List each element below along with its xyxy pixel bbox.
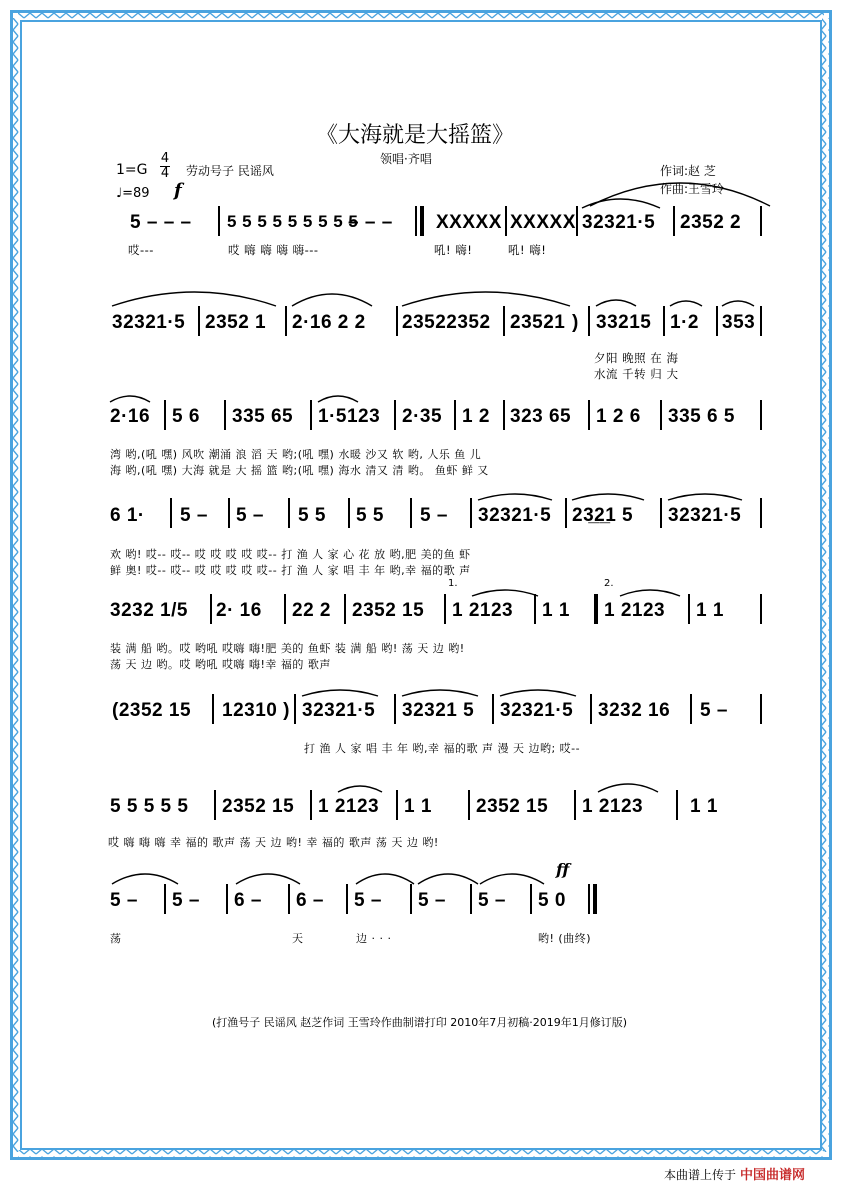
note-group: 5 – xyxy=(172,890,200,911)
lyric: 哎 嗨 嗨 嗨 嗨--- xyxy=(228,243,319,257)
note-group: 5 – xyxy=(420,505,448,526)
key-signature: 1=G xyxy=(116,162,148,178)
barline xyxy=(164,400,166,430)
note-group: 5 – xyxy=(700,700,728,721)
barline xyxy=(415,206,417,236)
note-group: 2352 15 xyxy=(222,796,295,817)
barline xyxy=(503,306,505,336)
repeat-start-barline xyxy=(420,206,424,236)
barline xyxy=(396,790,398,820)
barline xyxy=(590,694,592,724)
barline xyxy=(676,790,678,820)
note-group: 23522352 xyxy=(402,312,491,333)
barline xyxy=(588,884,590,914)
lyric: 天 xyxy=(292,932,304,945)
lyric: 荡 天 边 哟。哎 哟吼 哎嗨 嗨!幸 福的 歌声 xyxy=(110,658,331,671)
note-group: 3232 1/5 xyxy=(110,600,188,621)
barline xyxy=(760,694,762,724)
note-group: 5 5 5 5 5 xyxy=(110,796,189,817)
volta-2: 2. xyxy=(604,578,614,589)
barline xyxy=(716,306,718,336)
lyric: 水流 千转 归 大 xyxy=(594,367,679,381)
barline xyxy=(224,400,226,430)
note-group: 1 2123 xyxy=(318,796,380,817)
barline xyxy=(760,306,762,336)
barline xyxy=(470,498,472,528)
note-group: 6 – xyxy=(296,890,324,911)
note-group: 323 65 xyxy=(510,406,572,427)
barline xyxy=(310,790,312,820)
barline xyxy=(534,594,536,624)
note-group: 5 5 xyxy=(356,505,384,526)
note-group: 32321 5 xyxy=(402,700,475,721)
barline xyxy=(214,790,216,820)
time-signature-bottom: 4 xyxy=(160,166,170,181)
note-group: 2352 15 xyxy=(476,796,549,817)
lyric: 打 渔 人 家 唱 丰 年 哟,幸 福的歌 声 漫 天 边哟; 哎-- xyxy=(304,742,581,755)
lyric: 边 · · · xyxy=(356,932,392,945)
barline xyxy=(288,884,290,914)
barline xyxy=(574,790,576,820)
barline xyxy=(760,498,762,528)
note-group: 23521 xyxy=(510,312,566,333)
barline xyxy=(492,694,494,724)
volta-1: 1. xyxy=(448,578,458,589)
time-signature xyxy=(160,152,170,181)
lyric: 哟! (曲终) xyxy=(538,932,591,945)
barline xyxy=(588,306,590,336)
note-group: 22 2 xyxy=(292,600,331,621)
barline xyxy=(218,206,220,236)
barline xyxy=(468,790,470,820)
note-group: XXXXX xyxy=(510,212,576,233)
barline xyxy=(588,400,590,430)
barline xyxy=(410,884,412,914)
note-group: 5 – xyxy=(478,890,506,911)
note-group: 335 6 5 xyxy=(668,406,735,427)
note-group: (2352 15 xyxy=(112,700,192,721)
note-group: 5 – xyxy=(180,505,208,526)
composer-credit: 作曲:王雪玲 xyxy=(660,182,725,196)
note-group: 1 1 xyxy=(696,600,724,621)
note-group: 5 0 xyxy=(538,890,566,911)
lyric: 哎--- xyxy=(128,243,154,257)
barline xyxy=(396,306,398,336)
lyric: 夕阳 晚照 在 海 xyxy=(594,351,679,365)
note-group: 1 1 xyxy=(542,600,570,621)
footer-note: (打渔号子 民谣风 赵芝作词 王雪玲作曲制谱打印 2010年7月初稿·2019年1月修订版) xyxy=(212,1016,628,1029)
rest-close-paren: ) xyxy=(572,312,579,333)
lyric: 鲜 奥! 哎-- 哎-- 哎 哎 哎 哎 哎-- 打 渔 人 家 唱 丰 年 哟,幸 福的歌 声 xyxy=(110,564,471,577)
note-group: 32321·5 xyxy=(302,700,376,721)
dynamic-fortissimo: ff xyxy=(556,860,570,879)
barline xyxy=(688,594,690,624)
barline xyxy=(660,498,662,528)
note-group: 32321·5 xyxy=(668,505,742,526)
note-group: 353 xyxy=(722,312,756,333)
repeat-end-barline xyxy=(594,594,598,624)
upload-credit: 本曲谱上传于 xyxy=(664,1168,737,1182)
barline xyxy=(210,594,212,624)
barline xyxy=(663,306,665,336)
barline xyxy=(760,594,762,624)
note-group: 32321·5 xyxy=(112,312,186,333)
note-group: 2·35 xyxy=(402,406,443,427)
barline xyxy=(410,498,412,528)
barline xyxy=(530,884,532,914)
note-group: – – – xyxy=(348,212,393,233)
lyric: 吼! 嗨! xyxy=(508,243,547,257)
barline xyxy=(505,206,507,236)
barline xyxy=(226,884,228,914)
barline xyxy=(310,400,312,430)
note-group: 6 1· xyxy=(110,505,145,526)
song-title: 《大海就是大摇篮》 xyxy=(316,123,515,148)
note-group: 1·2 xyxy=(670,312,699,333)
note-group: 2352 2 xyxy=(680,212,742,233)
note-group: 32321·5 xyxy=(500,700,574,721)
note-group: 5 5 xyxy=(298,505,326,526)
barline xyxy=(444,594,446,624)
note-group: XXXXX xyxy=(436,212,502,233)
note-group: 1 2123 xyxy=(452,600,514,621)
note-group: 2·16 2 2 xyxy=(292,312,366,333)
note-group: 1 2123 xyxy=(582,796,644,817)
barline xyxy=(164,884,166,914)
style-label: 劳动号子 民谣风 xyxy=(186,164,274,178)
barline xyxy=(294,694,296,724)
barline xyxy=(690,694,692,724)
barline xyxy=(198,306,200,336)
note-group: 2·16 xyxy=(110,406,151,427)
barline xyxy=(212,694,214,724)
barline xyxy=(348,498,350,528)
site-logo[interactable]: 中国曲谱网 xyxy=(740,1168,806,1183)
barline xyxy=(170,498,172,528)
note-group: 1 1 xyxy=(690,796,718,817)
note-group: 5 – xyxy=(110,890,138,911)
lyric: 哎 嗨 嗨 嗨 幸 福的 歌声 荡 天 边 哟! 幸 福的 歌声 荡 天 边 哟! xyxy=(108,836,439,849)
lyric: 装 满 船 哟。哎 哟吼 哎嗨 嗨!肥 美的 鱼虾 装 满 船 哟! 荡 天 边 哟! xyxy=(110,642,465,655)
note-group: 5 – xyxy=(354,890,382,911)
barline xyxy=(673,206,675,236)
barline xyxy=(565,498,567,528)
dynamic-forte: f xyxy=(174,180,182,201)
note-group: 1 1 xyxy=(404,796,432,817)
tempo-marking: ♩=89 xyxy=(116,186,150,201)
note-group: 12310 ) xyxy=(222,700,290,721)
final-barline xyxy=(593,884,597,914)
barline xyxy=(346,884,348,914)
barline xyxy=(284,594,286,624)
lyric: 吼! 嗨! xyxy=(434,243,473,257)
barline xyxy=(470,884,472,914)
barline xyxy=(288,498,290,528)
barline xyxy=(760,206,762,236)
note-group: 1 2123 xyxy=(604,600,666,621)
lyric: 荡 xyxy=(110,932,122,945)
note-group: 5 6 xyxy=(172,406,200,427)
barline xyxy=(228,498,230,528)
performance-form: 领唱·齐唱 xyxy=(380,152,432,166)
note-group: 1·5123 xyxy=(318,406,381,427)
lyric: 欢 哟! 哎-- 哎-- 哎 哎 哎 哎 哎-- 打 渔 人 家 心 花 放 哟,肥 美的鱼 虾 xyxy=(110,548,471,561)
note-group: 5 – xyxy=(236,505,264,526)
note-group: 335 65 xyxy=(232,406,294,427)
lyricist-credit: 作词:赵 芝 xyxy=(660,164,716,178)
note-group: 32321·5 xyxy=(478,505,552,526)
note-group: 33215 xyxy=(596,312,652,333)
barline xyxy=(454,400,456,430)
note-group: 2· 16 xyxy=(216,600,262,621)
barline xyxy=(285,306,287,336)
note-group: 2352 1 xyxy=(205,312,267,333)
barline xyxy=(503,400,505,430)
barline xyxy=(344,594,346,624)
barline xyxy=(576,206,578,236)
note-group: 3232 16 xyxy=(598,700,671,721)
note-group: 23̲2̲1 5 xyxy=(572,505,634,526)
note-group: 5 – – – xyxy=(130,212,192,233)
barline xyxy=(660,400,662,430)
time-signature-top: 4 xyxy=(160,151,170,166)
barline xyxy=(394,400,396,430)
note-group: 5 5 5 5 5 5 5 5 5 xyxy=(227,212,359,231)
barline xyxy=(760,400,762,430)
note-group: 1 2 6 xyxy=(596,406,641,427)
note-group: 1 2 xyxy=(462,406,490,427)
barline xyxy=(394,694,396,724)
note-group: 6 – xyxy=(234,890,262,911)
lyric: 湾 哟,(吼 嘿) 风吹 潮涌 浪 滔 天 哟;(吼 嘿) 水暖 沙又 软 哟, 人乐 鱼 儿 xyxy=(110,448,482,461)
note-group: 2352 15 xyxy=(352,600,425,621)
note-group: 5 – xyxy=(418,890,446,911)
lyric: 海 哟,(吼 嘿) 大海 就是 大 摇 篮 哟;(吼 嘿) 海水 清又 清 哟。 鱼虾 鲜 又 xyxy=(110,464,489,477)
note-group: 32321·5 xyxy=(582,212,656,233)
